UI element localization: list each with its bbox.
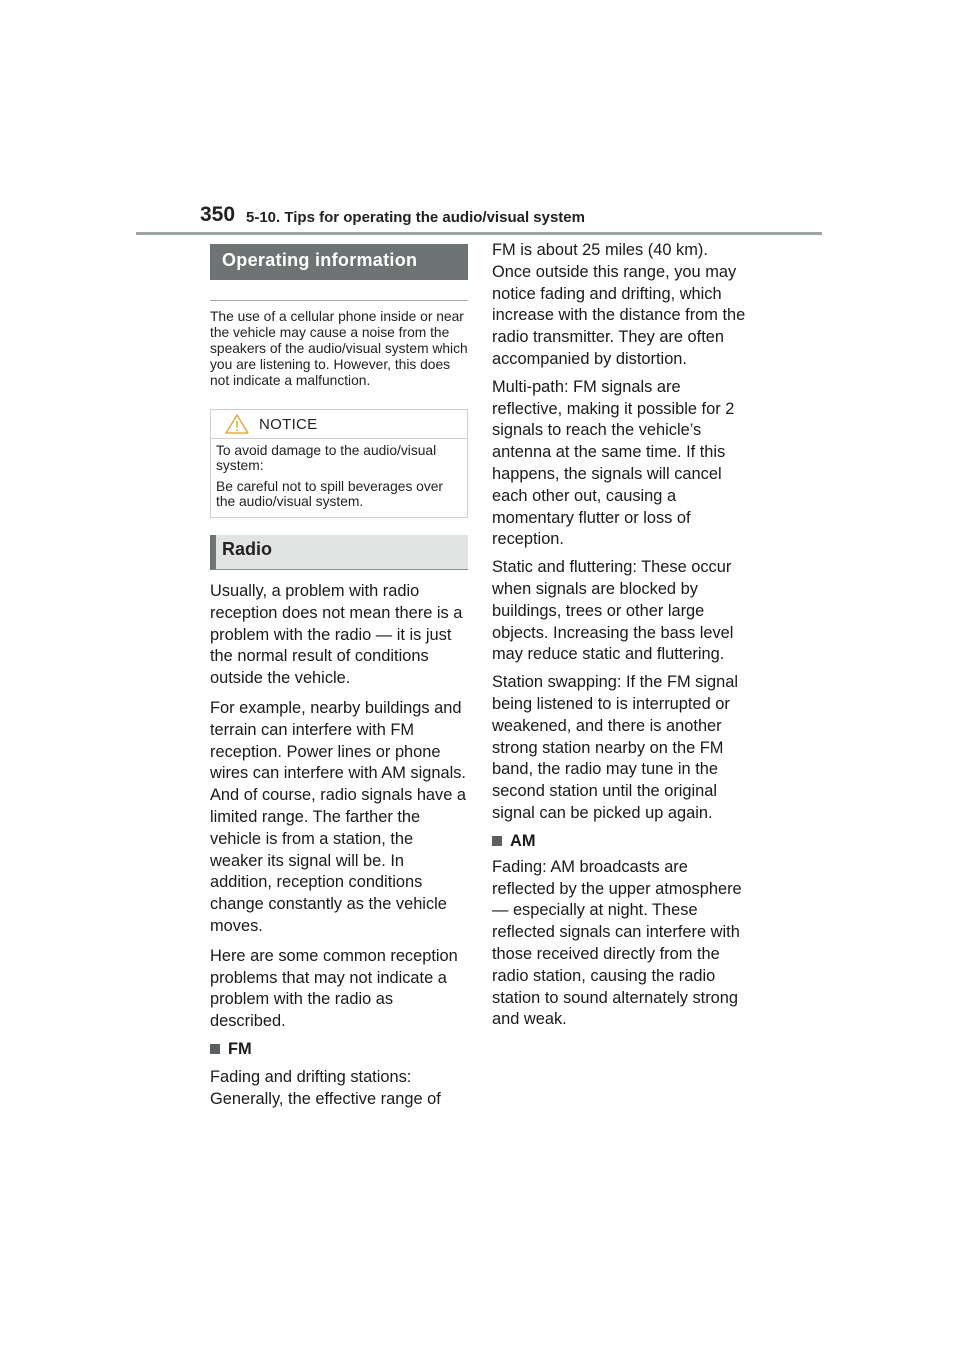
page-number: 350 — [200, 203, 236, 226]
page-header — [0, 0, 960, 240]
fm-paragraph: Multi-path: FM signals are reflective, making it possible for 2 signals to reach the vehicle’s antenna at the same time. If this happens, the signals will cancel each other out, causing a momentary flutter or loss of reception. — [492, 377, 735, 549]
fm-paragraph: Station swapping: If the FM signal being listened to is interrupted or weakened, and there is another strong station nearby on the FM band, the radio may tune in the second station until the original signal can be picked up again. — [492, 673, 738, 822]
warning-triangle-icon — [225, 414, 249, 439]
square-bullet-icon — [210, 1044, 220, 1054]
radio-banner: Radio — [210, 535, 468, 570]
note-divider — [210, 300, 468, 301]
fm-paragraph: Static and fluttering: These occur when signals are blocked by buildings, trees or other large objects. Increasing the bass level may reduce static and fluttering. — [492, 558, 734, 664]
fm-fading-paragraph-continued: FM is about 25 miles (40 km). Once outside this range, you may notice fading and drifting, which increase with the distance from the radio transmitter. They are often accompanied by distortion. — [492, 241, 746, 368]
am-paragraph: Fading: AM broadcasts are reflected by the upper atmosphere — especially at night. These reflected signals can interfere with those received directly from the radio station, causing the radio station to sound alternately strong and weak. — [492, 857, 742, 1029]
fm-fading-paragraph: Fading and drifting stations: Generally, the effective range of — [210, 1067, 441, 1108]
square-bullet-icon — [492, 836, 502, 846]
fm-heading — [210, 1040, 468, 1059]
notice-line: Be careful not to spill beverages over the audio/visual system. — [216, 479, 444, 509]
header-divider — [136, 232, 822, 235]
notice-line: To avoid damage to the audio/visual system: — [216, 443, 437, 473]
operating-information-banner: Operating information — [210, 244, 468, 280]
radio-paragraph: For example, nearby buildings and terrain can interfere with FM reception. Power lines or phone wires can interfere with AM signals. And of course, radio signals have a limited range. The farther the vehicle is from a station, the weaker its signal will be. In addition, reception conditions change constantly as the vehicle moves. — [210, 698, 467, 935]
am-heading-label: AM — [510, 831, 536, 850]
section-title: 5-10. Tips for operating the audio/visual system — [246, 209, 585, 226]
notice-box — [210, 409, 468, 518]
notice-body — [211, 439, 467, 517]
notice-label: NOTICE — [259, 416, 318, 433]
cellular-note: The use of a cellular phone inside or near the vehicle may cause a noise from the speakers of the audio/visual system which you are listening to. However, this does not indicate a malfunction. — [210, 309, 468, 388]
am-heading — [492, 832, 748, 851]
left-column — [210, 244, 468, 1111]
fm-heading-label: FM — [228, 1039, 252, 1058]
right-column — [492, 240, 748, 1031]
radio-paragraph: Usually, a problem with radio reception does not mean there is a problem with the radio — it is just the normal result of conditions outside the vehicle. — [210, 582, 463, 688]
radio-paragraph: Here are some common reception problems that may not indicate a problem with the radio as described. — [210, 946, 458, 1031]
notice-header — [211, 410, 467, 439]
